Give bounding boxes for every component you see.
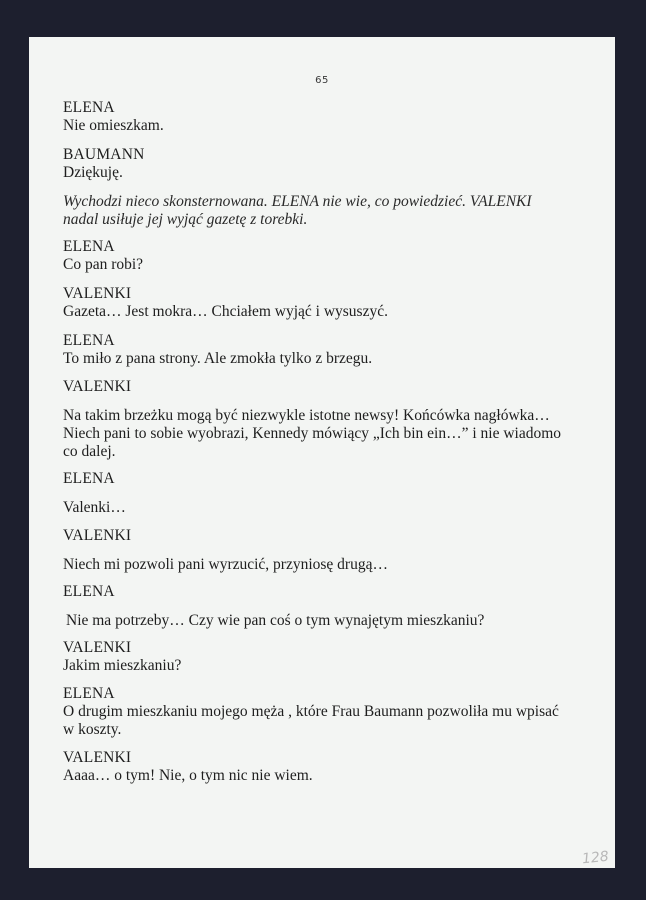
speaker-name: VALENKI	[63, 285, 132, 302]
stage-direction-line: Wychodzi nieco skonsternowana. ELENA nie wie, co powiedzieć. VALENKI	[63, 193, 532, 210]
dialogue-block	[63, 99, 583, 135]
stage-direction	[63, 193, 583, 229]
dialogue-line: Dziękuję.	[63, 164, 123, 181]
speaker-name: ELENA	[63, 99, 115, 116]
dialogue-line: Jakim mieszkaniu?	[63, 657, 182, 674]
dialogue-block	[63, 238, 583, 274]
speaker-name: ELENA	[63, 332, 115, 349]
dialogue-block	[63, 470, 583, 517]
dialogue-line: Gazeta… Jest mokra… Chciałem wyjąć i wysuszyć.	[63, 303, 388, 320]
speaker-name: VALENKI	[63, 639, 132, 656]
dialogue-block	[63, 378, 583, 461]
speaker-name: ELENA	[63, 685, 115, 702]
dialogue-block	[63, 285, 583, 321]
page-number: 65	[315, 75, 329, 86]
dialogue-line: co dalej.	[63, 443, 116, 460]
dialogue-line: Aaaa… o tym! Nie, o tym nic nie wiem.	[63, 767, 313, 784]
dialogue-line: To miło z pana strony. Ale zmokła tylko z brzegu.	[63, 350, 373, 367]
speaker-name: VALENKI	[63, 378, 132, 395]
dialogue-line: Nie omieszkam.	[63, 117, 164, 134]
speaker-name: BAUMANN	[63, 146, 145, 163]
dialogue-block	[63, 332, 583, 368]
dialogue-block	[63, 685, 583, 739]
speaker-name: ELENA	[63, 470, 115, 487]
speaker-name: ELENA	[63, 238, 115, 255]
speaker-name: VALENKI	[63, 749, 132, 766]
dialogue-block	[63, 146, 583, 182]
dialogue-block	[63, 749, 583, 785]
stage-direction-line: nadal usiłuje jej wyjąć gazetę z torebki.	[63, 211, 308, 228]
dialogue-line: O drugim mieszkaniu mojego męża , które Frau Baumann pozwoliła mu wpisać	[63, 703, 559, 720]
dialogue-line: w koszty.	[63, 721, 122, 738]
dialogue-line: Niech pani to sobie wyobrazi, Kennedy mówiący „Ich bin ein…” i nie wiadomo	[63, 425, 562, 442]
dialogue-line: Niech mi pozwoli pani wyrzucić, przyniosę drugą…	[63, 556, 388, 573]
dialogue-block	[63, 583, 583, 630]
dialogue-line: Na takim brzeżku mogą być niezwykle istotne newsy! Końcówka nagłówka…	[63, 407, 550, 424]
dialogue-line: Nie ma potrzeby… Czy wie pan coś o tym wynajętym mieszkaniu?	[66, 612, 485, 629]
dialogue-block	[63, 639, 583, 675]
dialogue-line: Co pan robi?	[63, 256, 144, 273]
speaker-name: VALENKI	[63, 527, 132, 544]
speaker-name: ELENA	[63, 583, 115, 600]
document-page	[29, 37, 615, 868]
dialogue-block	[63, 527, 583, 574]
handwritten-page-annotation: 128	[581, 848, 610, 868]
dialogue-line: Valenki…	[63, 499, 126, 516]
